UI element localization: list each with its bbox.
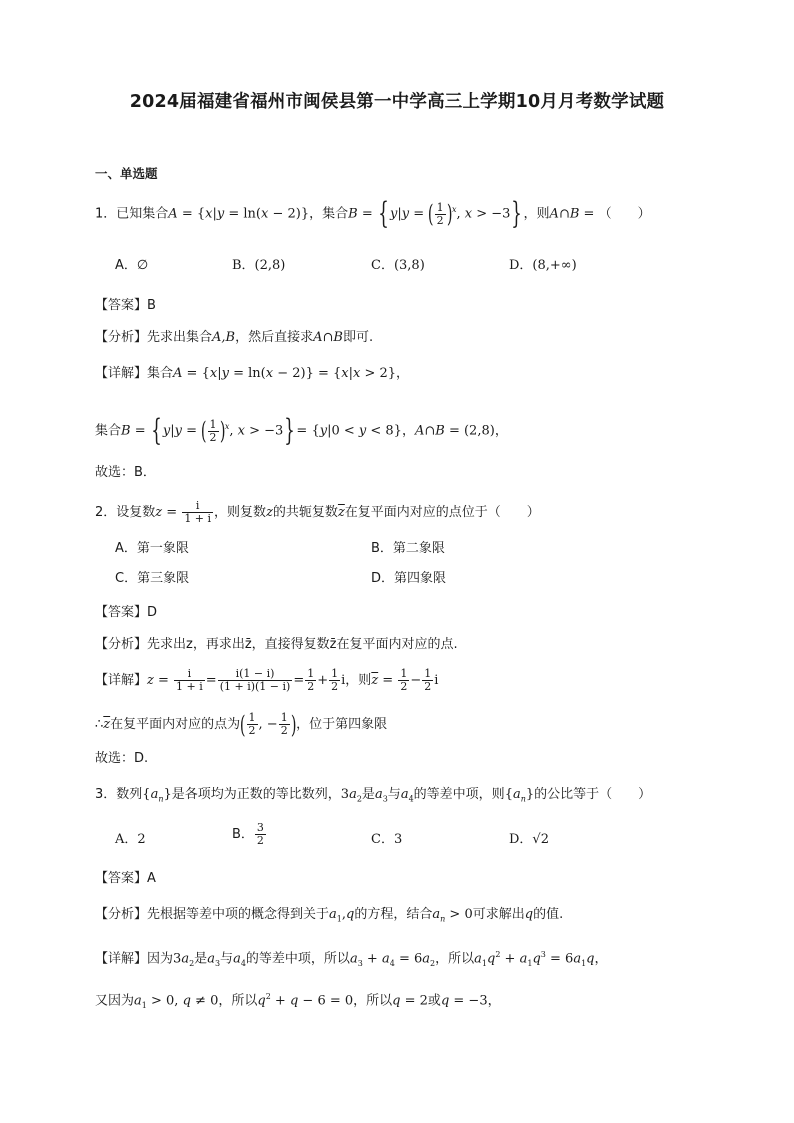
- question-3-stem: 3．数列$\{a_n\}$是各项均为正数的等比数列，$3a_2$是$a_3$与$a_4$的等差中项，则$\{a_n\}$的公比等于（ ）: [95, 787, 652, 804]
- q1-option-b: B．(2,8): [232, 258, 286, 273]
- q1-option-a: A．∅: [115, 258, 149, 273]
- question-1-stem: 1．已知集合A = {x|y = ln(x − 2)}，集合B = {y|y = ( $\frac{1}{2}$ )$^x$, x > −3}，则A∩B = （ ）: [95, 196, 651, 231]
- q1-option-c: C．(3,8): [371, 258, 425, 273]
- q1-detail-1: 【详解】集合A = {x|y = ln(x − 2)} = {x|x > 2}，: [95, 366, 410, 381]
- q1-answer: 【答案】B: [95, 298, 156, 313]
- q3-detail-2: 又因为$a_1 > 0$, q ≠ 0，所以$q^2 + q - 6 = 0$，所以q = 2或q = −3，: [95, 992, 501, 1010]
- page-title: 2024届福建省福州市闽侯县第一中学高三上学期10月月考数学试题: [129, 92, 665, 112]
- q2-option-c: C．第三象限: [115, 571, 190, 586]
- q2-answer: 【答案】D: [95, 605, 158, 620]
- q3-answer: 【答案】A: [95, 871, 156, 886]
- q2-analysis: 【分析】先求出z，再求出z̄，直接得复数z̄在复平面内对应的点.: [95, 637, 458, 652]
- question-2-stem: 2．设复数z = $\frac{i}{1 + i}$ ，则复数z的共轭复数$\overline{z}$在复平面内对应的点位于（ ）: [95, 499, 540, 525]
- q2-choose: 故选：D.: [95, 751, 149, 766]
- q3-option-d: D．√2: [509, 832, 549, 847]
- q2-option-b: B．第二象限: [371, 541, 445, 556]
- q1-detail-2: 集合B = {y|y = ( $\frac{1}{2}$ )$^x$, x > −3}= {y|0 < y < 8}，A∩B = (2,8)，: [95, 413, 508, 448]
- q2-detail-1: 【详解】z = $\frac{i}{1 + i}$ = $\frac{i(1 - i)}{(1 + i)(1 - i)}$ = $\frac{1}{2}$ + $\frac{1}{2}$ i，则$\overline{z}$ = $\frac{1}{2}$ − $\frac{1}{2}$ i: [95, 667, 439, 693]
- q1-option-d: D．(8,+∞): [509, 258, 577, 273]
- section-heading: 一、单选题: [95, 166, 158, 181]
- q2-detail-2: $\therefore\overline{z}$在复平面内对应的点为( $\frac{1}{2}$ , − $\frac{1}{2}$ )，位于第四象限: [95, 710, 388, 739]
- q3-option-b: B． $\frac{3}{2}$: [232, 821, 264, 847]
- q1-choose: 故选：B．: [95, 465, 156, 480]
- q1-analysis: 【分析】先求出集合A,B，然后直接求A∩B即可.: [95, 330, 374, 345]
- q2-option-a: A．第一象限: [115, 541, 189, 556]
- q3-option-c: C．3: [371, 832, 403, 847]
- q3-analysis: 【分析】先根据等差中项的概念得到关于$a_1,q$的方程，结合$a_n > 0$可求解出q的值.: [95, 907, 564, 924]
- q3-detail-1: 【详解】因为$3a_2$是$a_3$与$a_4$的等差中项，所以$a_3 + a_4 = 6a_2$，所以$a_1q^2 + a_1q^3 = 6a_1q$，: [95, 950, 608, 968]
- q2-option-d: D．第四象限: [371, 571, 447, 586]
- q3-option-a: A．2: [115, 832, 146, 847]
